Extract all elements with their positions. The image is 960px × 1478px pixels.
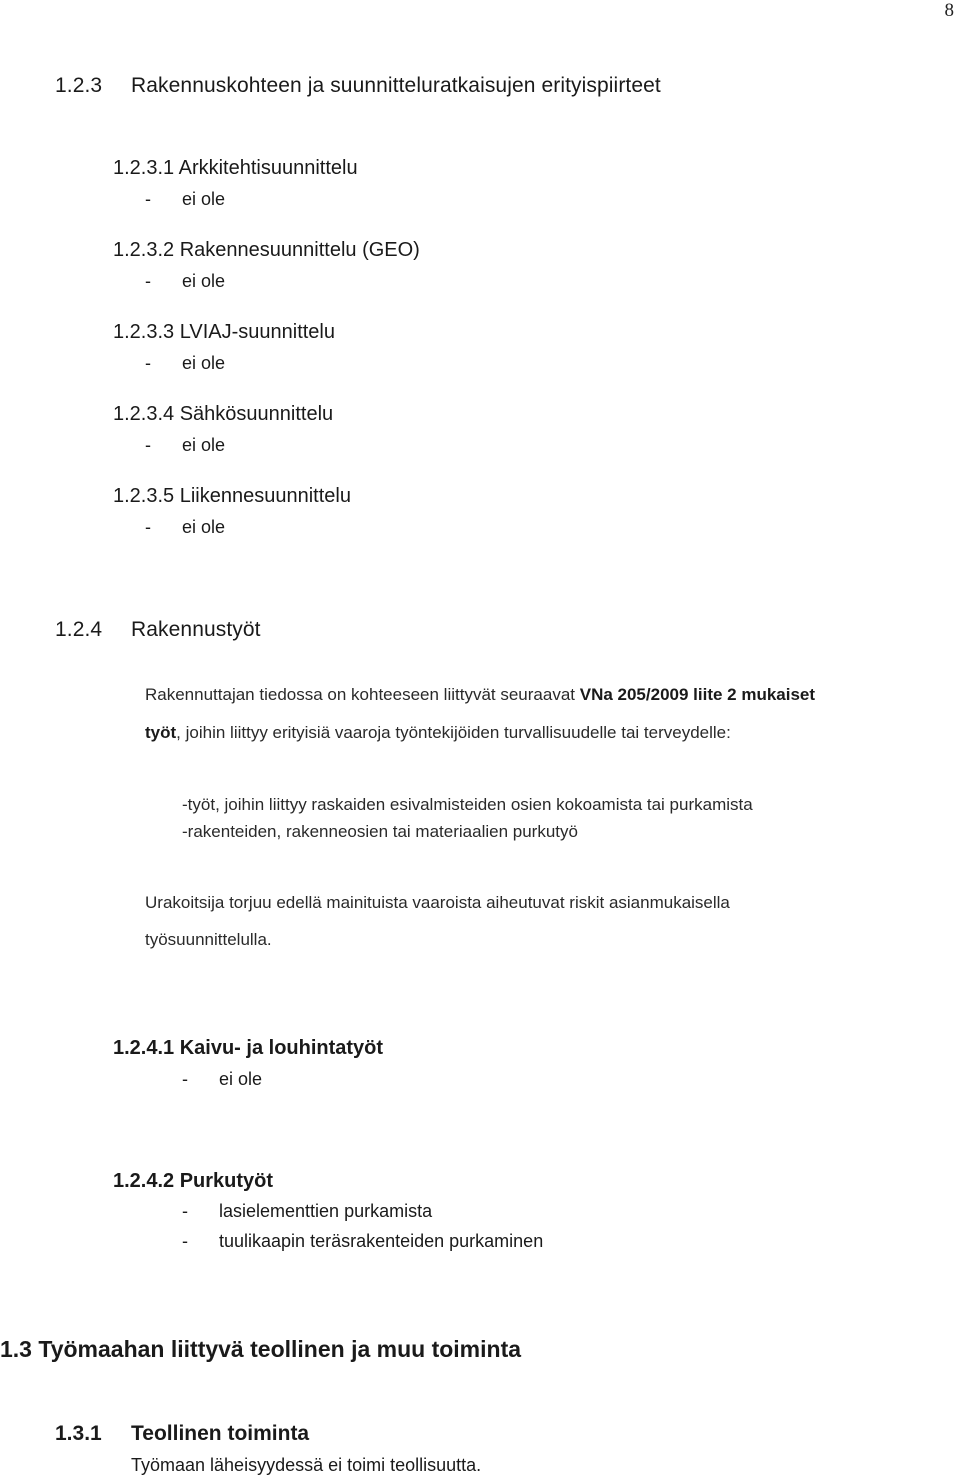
list-item: -rakenteiden, rakenneosien tai materiaalien purkutyö <box>182 822 578 841</box>
list-item: - tuulikaapin teräsrakenteiden purkaminen <box>182 1231 544 1251</box>
list-item: - ei ole <box>182 1069 263 1089</box>
list-item: - ei ole <box>145 271 226 291</box>
note-paragraph-line-2: työsuunnittelulla. <box>145 930 272 949</box>
subsection-heading-1-2-3-5: 1.2.3.5 Liikennesuunnittelu <box>113 485 351 507</box>
list-item: - ei ole <box>145 435 226 455</box>
list-item: - ei ole <box>145 189 226 209</box>
subsection-heading-1-2-4-2: 1.2.4.2 Purkutyöt <box>113 1170 274 1192</box>
section-text: Työmaan läheisyydessä ei toimi teollisuutta. <box>131 1455 482 1475</box>
list-item: - ei ole <box>145 517 226 537</box>
intro-paragraph-line-1: Rakennuttajan tiedossa on kohteeseen liittyvät seuraavat VNa 205/2009 liite 2 mukaiset <box>145 685 816 704</box>
list-item: - lasielementtien purkamista <box>182 1201 433 1221</box>
section-heading-1-3-1 <box>55 1422 309 1446</box>
note-paragraph-line-1: Urakoitsija torjuu edellä mainituista vaaroista aiheutuvat riskit asianmukaisella <box>145 893 730 912</box>
subsection-heading-1-2-3-1: 1.2.3.1 Arkkitehtisuunnittelu <box>113 157 358 179</box>
section-title: Rakennuskohteen ja suunnitteluratkaisujen erityispiirteet <box>131 74 661 97</box>
section-heading-1-2-4 <box>55 618 261 642</box>
list-item: - ei ole <box>145 353 226 373</box>
section-number: 1.2.4 <box>55 618 103 641</box>
section-heading-1-2-3 <box>55 74 661 98</box>
page-number: 8 <box>944 0 954 21</box>
section-number: 1.3.1 <box>55 1422 102 1445</box>
section-heading-1-3: 1.3 Työmaahan liittyvä teollinen ja muu toiminta <box>0 1336 522 1362</box>
subsection-heading-1-2-3-3: 1.2.3.3 LVIAJ-suunnittelu <box>113 321 335 343</box>
list-item: -työt, joihin liittyy raskaiden esivalmisteiden osien kokoamista tai purkamista <box>182 795 753 814</box>
subsection-heading-1-2-4-1: 1.2.4.1 Kaivu- ja louhintatyöt <box>113 1037 384 1059</box>
section-number: 1.2.3 <box>55 74 103 97</box>
subsection-heading-1-2-3-2: 1.2.3.2 Rakennesuunnittelu (GEO) <box>113 239 420 261</box>
section-title: Teollinen toiminta <box>131 1422 310 1445</box>
section-title: Rakennustyöt <box>131 618 261 641</box>
intro-paragraph-line-2: työt, joihin liittyy erityisiä vaaroja työntekijöiden turvallisuudelle tai terveydelle: <box>145 723 731 742</box>
subsection-heading-1-2-3-4: 1.2.3.4 Sähkösuunnittelu <box>113 403 334 425</box>
